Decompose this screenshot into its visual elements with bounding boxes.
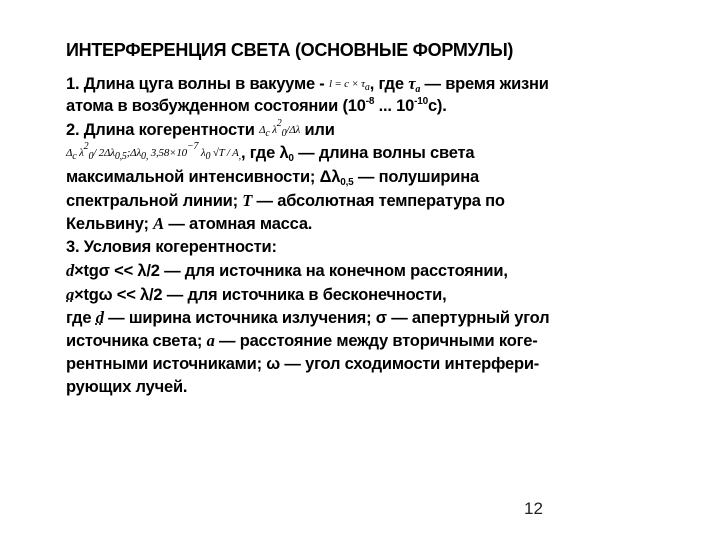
variable-a: a [206, 331, 215, 351]
variable-d: d [95, 307, 104, 327]
lambda: λ [279, 144, 289, 163]
coherence-formula [259, 117, 301, 139]
paragraph-3-line-2 [66, 283, 676, 306]
exponent: -10 [414, 96, 428, 108]
text: , где [369, 75, 409, 93]
text: — абсолютная температура по [252, 191, 505, 210]
formula-subscript: a [364, 82, 370, 93]
text: максимальной интенсивности; [66, 167, 320, 186]
delta-lambda-symbol [320, 168, 354, 186]
formula-superscript: 2 [83, 141, 89, 153]
formula-subscript: c [72, 151, 77, 163]
paragraph-2-line-4 [66, 189, 676, 212]
text: — атомная масса. [163, 215, 313, 234]
formula-subscript: c [265, 127, 270, 139]
text: — полуширина [353, 167, 479, 186]
text: с). [427, 97, 447, 116]
text: — время жизни [420, 75, 549, 93]
text: ×tgω << λ/2 — для источника в бесконечности, [74, 285, 447, 304]
atomic-mass-symbol: A [153, 214, 164, 234]
tau-symbol [408, 74, 420, 93]
text: — длина волны света [293, 144, 475, 163]
variable-a: a [66, 284, 75, 304]
text: 1. Длина цуга волны в вакууме - [66, 75, 329, 93]
text: или [300, 120, 335, 139]
formula-part: Δ [259, 123, 266, 136]
lambda-symbol [279, 144, 294, 165]
formula-part: √T / A [212, 147, 239, 160]
formula-part: / 2Δλ [93, 147, 115, 160]
page-number: 12 [524, 499, 543, 518]
text: ... 10 [374, 97, 415, 116]
formula-subscript: , [238, 151, 241, 163]
paragraph-1-line-2 [66, 95, 676, 118]
text: спектральной линии; [66, 191, 243, 210]
paragraph-3-line-3 [66, 306, 676, 329]
formula-subscript: 0 [88, 151, 94, 163]
text: , где [240, 144, 280, 163]
text: источника света; [66, 332, 207, 351]
formula-part: 3,58×10 [150, 147, 187, 160]
formula-part: /Δλ [286, 123, 301, 136]
text: — ширина источника излучения; σ — апертурный угол [103, 308, 550, 327]
text: атома в возбужденном состоянии (10 [66, 97, 366, 116]
formula-part: λ [79, 147, 84, 160]
delta-lambda: Δλ [319, 167, 341, 186]
slide-body [66, 72, 676, 399]
formula-part: ;Δλ [126, 147, 142, 160]
tau: τ [408, 74, 416, 93]
formula-superscript: 2 [276, 117, 282, 129]
paragraph-3-line-1 [66, 259, 676, 282]
paragraph-2-line-3 [66, 166, 676, 189]
paragraph-3-line-5: рентными источниками; ω — угол сходимости интерфери- [66, 354, 540, 373]
formula-subscript: 0, [141, 151, 149, 163]
delta-lambda-subscript: 0,5 [340, 176, 354, 188]
formula-subscript: 0,5 [114, 151, 127, 163]
formula-part: Δ [66, 147, 73, 160]
lifetime-formula [329, 78, 370, 93]
text: где [66, 308, 96, 327]
paragraph-3-heading: 3. Условия когерентности: [66, 237, 277, 256]
formula-subscript: 0 [281, 127, 287, 139]
paragraph-2-line-1 [66, 119, 676, 142]
lambda-subscript: 0 [288, 153, 294, 165]
variable-d: d [66, 261, 75, 281]
paragraph-2-line-5 [66, 212, 676, 235]
tau-subscript: a [415, 84, 421, 95]
slide-title: ИНТЕРФЕРЕНЦИЯ СВЕТА (ОСНОВНЫЕ ФОРМУЛЫ) [66, 40, 514, 60]
formula-superscript: −7 [186, 141, 199, 153]
text: Кельвину; [66, 215, 154, 234]
coherence-formula-detail [66, 141, 241, 163]
paragraph-1-line-1 [66, 72, 676, 95]
temperature-symbol: T [242, 190, 253, 210]
formula-part: λ [198, 147, 206, 160]
formula-subscript: 0 [205, 151, 211, 163]
text: 2. Длина когерентности [66, 120, 260, 139]
text: ×tgσ << λ/2 — для источника на конечном расстоянии, [74, 262, 508, 281]
paragraph-3-line-4 [66, 329, 676, 352]
exponent: -8 [365, 96, 375, 108]
text: — расстояние между вторичными коге- [214, 332, 538, 351]
paragraph-3-line-6: рующих лучей. [66, 378, 188, 397]
formula-part: λ [272, 123, 277, 136]
paragraph-2-line-2 [66, 142, 676, 165]
formula-text: l = c × τ [329, 78, 365, 90]
